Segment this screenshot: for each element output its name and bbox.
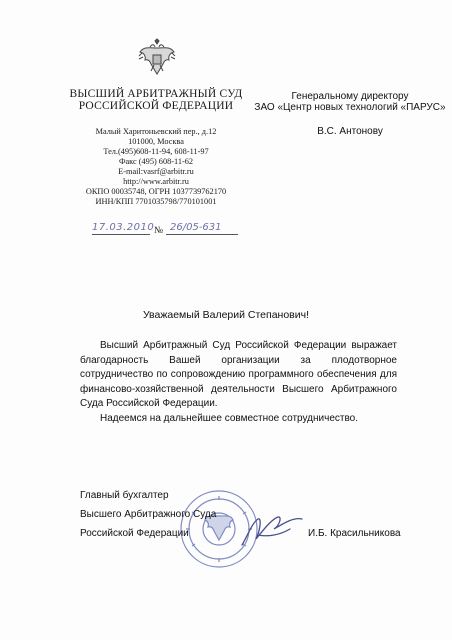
fax-line: Факс (495) 608-11-62 [118,157,194,166]
website-line: http://www.arbitr.ru [123,177,189,186]
handwritten-signature-icon [238,505,308,553]
signer-title-line2: Высшего Арбитражного Суда [80,509,217,520]
recipient-name: В.С. Антонову [317,126,383,137]
letter-body [80,339,397,426]
okpo-line: ОКПО 00035748, ОГРН 1037739762170 [85,187,227,196]
address-line: 101000, Москва [128,137,184,146]
reg-number-label: № [154,226,164,236]
phone-line: Тел.(495)608-11-94, 608-11-97 [103,147,209,156]
court-name-line1: ВЫСШИЙ АРБИТРАЖНЫЙ СУД [69,88,243,100]
signer-name: И.Б. Красильникова [308,528,401,539]
recipient-organization: ЗАО «Центр новых технологий «ПАРУС» [254,102,446,113]
court-name-line2: РОССИЙСКОЙ ФЕДЕРАЦИИ [78,100,234,112]
reg-date: 17.03.2010 [92,222,155,233]
reg-date-underline [92,234,150,235]
signer-title-line1: Главный бухгалтер [80,490,169,501]
body-paragraph: Надеемся на дальнейшее совместное сотрудничество. [100,412,359,424]
email-line: E-mail:vasrf@arbitr.ru [118,167,194,176]
reg-number-underline [166,234,238,235]
recipient-position: Генеральному директору [291,91,409,102]
signer-title-line3: Российской Федерации [80,528,189,539]
body-paragraph: Высший Арбитражный Суд Российской Федерации выражает благодарность Вашей организации за плодотворное сотрудничество по сопровождению программного обеспечения для финансово-хозяйственной деятельности Высшего Арбитражного Суда Российской Федерации. [80,340,397,409]
greeting: Уважаемый Валерий Степанович! [142,309,310,321]
address-line: Малый Харитоньевский пер., д.12 [95,127,217,136]
inn-line: ИНН/КПП 7701035798/770101001 [95,197,217,206]
russian-coat-of-arms-icon [136,38,178,80]
reg-number: 26/05-631 [170,222,222,233]
